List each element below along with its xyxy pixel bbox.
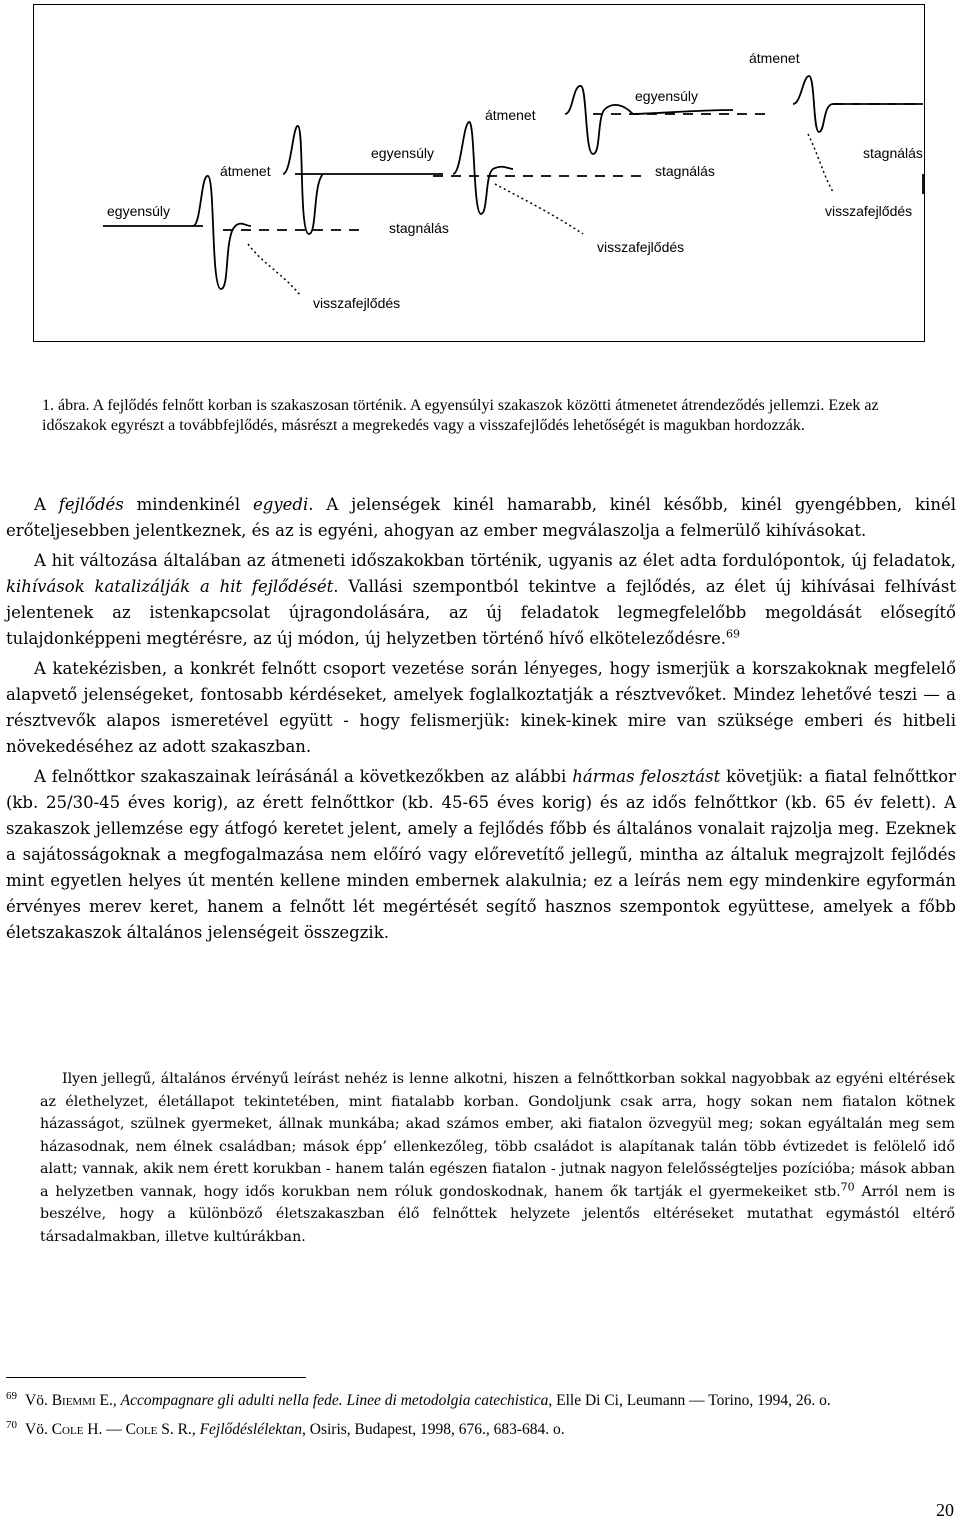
wave-4: [565, 86, 633, 154]
label-visszafejlodes-2: visszafejlődés: [597, 239, 685, 255]
label-egyensuly-1: egyensúly: [107, 203, 171, 219]
paragraph-1: A fejlődés mindenkinél egyedi. A jelenségek kinél hamarabb, kinél később, kinél gyengébben, kinél erőteljesebben jelentkeznek, és az is egyéni, ahogyan az ember megválaszolja a felmerülő kihívásokat.: [6, 495, 956, 540]
footnote-70: $^{70}$ Vö. Cole H. — Cole S. R., Fejlődéslélektan, Osiris, Budapest, 1998, 676., 683-684. o.: [6, 1419, 565, 1439]
caption-text: 1. ábra. A fejlődés felnőtt korban is szakaszosan történik. A egyensúlyi szakaszok közötti átmenetet átrendeződés jellemzi. Ezek az időszakok egyrészt a továbbfejlődés, másrészt a megrekedés vagy a visszafejlődés lehetőségét is magukban hordozzák.: [42, 397, 879, 434]
indented-note: [40, 1068, 955, 1248]
footnotes: [6, 1384, 956, 1442]
wave-1: [193, 176, 251, 289]
wave-5: [793, 76, 833, 132]
regression-dots-1: [248, 244, 301, 296]
footnote-69: $^{69}$ Vö. Biemmi E., Accompagnare gli adulti nella fede. Linee di metodolgia catechistica, Elle Di Ci, Leumann — Torino, 1994, 26. o.: [6, 1390, 831, 1410]
figure-caption: [42, 396, 922, 435]
regression-dots-3: [808, 134, 833, 192]
paragraph-4: A felnőttkor szakaszainak leírásánál a következőkben az alábbi hármas felosztást követjük: a fiatal felnőttkor (kb. 25/30-45 éves korig), az érett felnőttkor (kb. 45-65 éves korig) és az idős felnőttkor (kb. 65 év felett). A szakaszok jellemzése egy átfogó keretet jelent, amely a fejlődés főbb és általános vonalait rajzolja meg. Ezeknek a sajátosságoknak a megfogalmazása nem előíró vagy előrevetítő jellegű, mintha az általuk megrajzolt fejlődés mint egyetlen helyes út mentén kellene minden embernek alakulnia; ez a leírás nem egy mindenkire egyformán érvényes merev keret, hanem a felnőtt lét megértését segítő hasznos szempontok együttese, amelyek a főbb életszakaszok általános jelenségeit összegzik.: [6, 767, 956, 942]
label-visszafejlodes-3: visszafejlődés: [825, 203, 913, 219]
label-egyensuly-2: egyensúly: [371, 145, 435, 161]
level-line-3: [631, 110, 733, 114]
wave-2: [283, 126, 323, 234]
footnote-ref-70[interactable]: 70: [840, 1179, 855, 1193]
label-atmenet-2: átmenet: [485, 107, 536, 123]
development-stages-diagram: [33, 4, 925, 342]
footnote-rule: [6, 1377, 306, 1378]
label-visszafejlodes-1: visszafejlődés: [313, 295, 401, 311]
label-atmenet-1: átmenet: [220, 163, 271, 179]
paragraph-2: A hit változása általában az átmeneti időszakokban történik, ugyanis az élet adta fordulópontok, új feladatok, kihívások katalizálják a hit fejlődését. Vallási szempontból tekintve a fejlődés, az élet új kihívásai felhívást jelentenek az istenkapcsolat újragondolására, az új feladatok legmegfelelőbb megoldását elősegítő tulajdonképpeni megtérésre, az új módon, új helyzetben történő hívő elköteleződésre.$^{69}$: [6, 551, 956, 648]
footnote-ref-69[interactable]: 69: [726, 627, 741, 641]
wave-3: [453, 122, 513, 214]
label-stagnalas-3: stagnálás: [863, 145, 923, 161]
label-stagnalas-1: stagnálás: [389, 220, 449, 236]
paragraph-3: A katekézisben, a konkrét felnőtt csoport vezetése során lényeges, hogy ismerjük a korszakoknak megfelelő alapvető jelenségeket, fontosabb kérdéseket, amelyek foglalkoztatják a résztvevőket. Mindez lehetővé teszi — a résztvevők alapos ismeretével együtt - hogy felismerjük: kinek-kinek mire van szüksége emberi és hitbeli növekedéséhez az adott szakaszban.: [6, 659, 956, 756]
label-atmenet-3: átmenet: [749, 50, 800, 66]
page-number: 20: [936, 1500, 954, 1520]
label-stagnalas-2: stagnálás: [655, 163, 715, 179]
regression-dots-2: [495, 184, 583, 234]
note-paragraph: Ilyen jellegű, általános érvényű leírást nehéz is lenne alkotni, hiszen a felnőttkorban sokkal nagyobbak az egyéni eltérések az élethelyzet, életállapot tekintetében, mint fiatalabb korban. Gondoljunk csak arra, hogy sokan nem fiatalon kötnek házasságot, szülnek gyermeket, állnak munkába; akad számos ember, aki fiatalon özvegyül meg; sokan egyáltalán meg sem házasodnak, nem élnek családban; mások épp’ ellenkezőleg, több családot is alapítanak talán több évtizedet is felölelő idő alatt; vannak, akik nem érett korukban - hanem talán egészen fiatalon - jutnak nagyon felelősségteljes pozícióba; mások abban a helyzetben vannak, hogy idős korukban nem róluk gondoskodnak, hanem ők tartják el gyermekeiket stb.$^{70}$ Arról nem is beszélve, hogy a különböző életszakaszban élő felnőttek helyzete jelentős eltéréseket mutathat egymástól eltérő társadalmakban, illetve kultúrákban.: [40, 1071, 955, 1245]
body-text: [6, 492, 956, 946]
label-egyensuly-3: egyensúly: [635, 88, 699, 104]
